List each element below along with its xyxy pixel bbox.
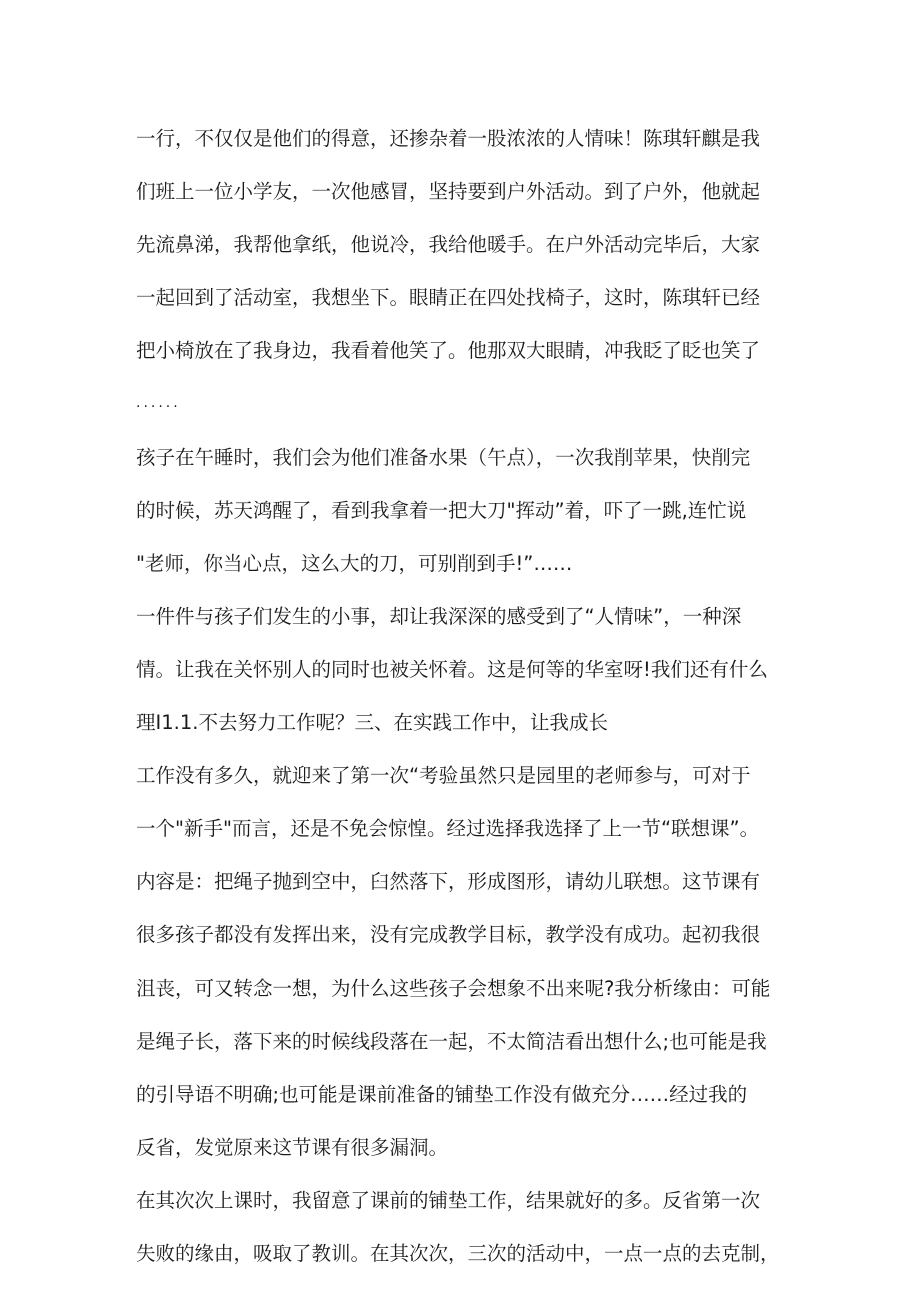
text-line: 的引导语不明确;也可能是课前准备的铺垫工作没有做充分……经过我的 — [136, 1082, 748, 1106]
text-line: 把小椅放在了我身边，我看着他笑了。他那双大眼睛，冲我眨了眨也笑了 — [136, 339, 761, 363]
text-line: 的时候，苏天鸿醒了，看到我拿着一把大刀"挥动”着，吓了一跳,连忙说 — [136, 498, 747, 522]
text-line: 沮丧，可又转念一想，为什么这些孩子会想象不出来呢?我分析缘由：可能 — [136, 976, 771, 1000]
text-line: 在其次次上课时，我留意了课前的铺垫工作，结果就好的多。反省第一次 — [136, 1188, 761, 1212]
text-line-ellipsis: ...... — [136, 395, 181, 412]
text-line: "老师，你当心点，这么大的刀，可别削到手!”…… — [136, 551, 573, 575]
text-line: 很多孩子都没有发挥出来，没有完成教学目标，教学没有成功。起初我很 — [136, 923, 761, 947]
text-line: 一个"新手"而言，还是不免会惊惶。经过选择我选择了上一节“联想课”。 — [136, 817, 760, 841]
text-line: 反省，发觉原来这节课有很多漏洞。 — [136, 1135, 449, 1159]
text-line: 一行，不仅仅是他们的得意，还掺杂着一股浓浓的人情味！陈琪轩麒是我 — [136, 127, 761, 150]
text-line: 工作没有多久，就迎来了第一次“考验虽然只是园里的老师参与，可对于 — [136, 764, 751, 788]
text-line: 先流鼻涕，我帮他拿纸，他说冷，我给他暖手。在户外活动完毕后，大家 — [136, 233, 761, 257]
text-line: 们班上一位小学友，一次他感冒，坚持要到户外活动。到了户外，他就起 — [136, 180, 761, 204]
text-line: 内容是：把绳子抛到空中，臼然落下，形成图形，请幼儿联想。这节课有 — [136, 870, 761, 894]
text-line: 一件件与孩子们发生的小事，却让我深深的感受到了“人情味”，一种深 — [136, 604, 742, 628]
text-line: 失败的缘由，吸取了教训。在其次次，三次的活动中，一点一点的去克制， — [136, 1241, 780, 1265]
text-line: 孩子在午睡时，我们会为他们准备水果（午点），一次我削苹果，快削完 — [136, 445, 751, 469]
text-line: 是绳子长，落下来的时候线段落在一起，不太简洁看出想什么;也可能是我 — [136, 1029, 767, 1053]
text-line: 一起回到了活动室，我想坐下。眼睛正在四处找椅子，这时，陈琪轩已经 — [136, 286, 761, 310]
text-line: 情。让我在关怀别人的同时也被关怀着。这是何等的华室呀!我们还有什么 — [136, 657, 768, 681]
text-line: 理I1.1.不去努力工作呢？三、在实践工作中，让我成长 — [136, 711, 608, 735]
body-text — [136, 112, 796, 1280]
